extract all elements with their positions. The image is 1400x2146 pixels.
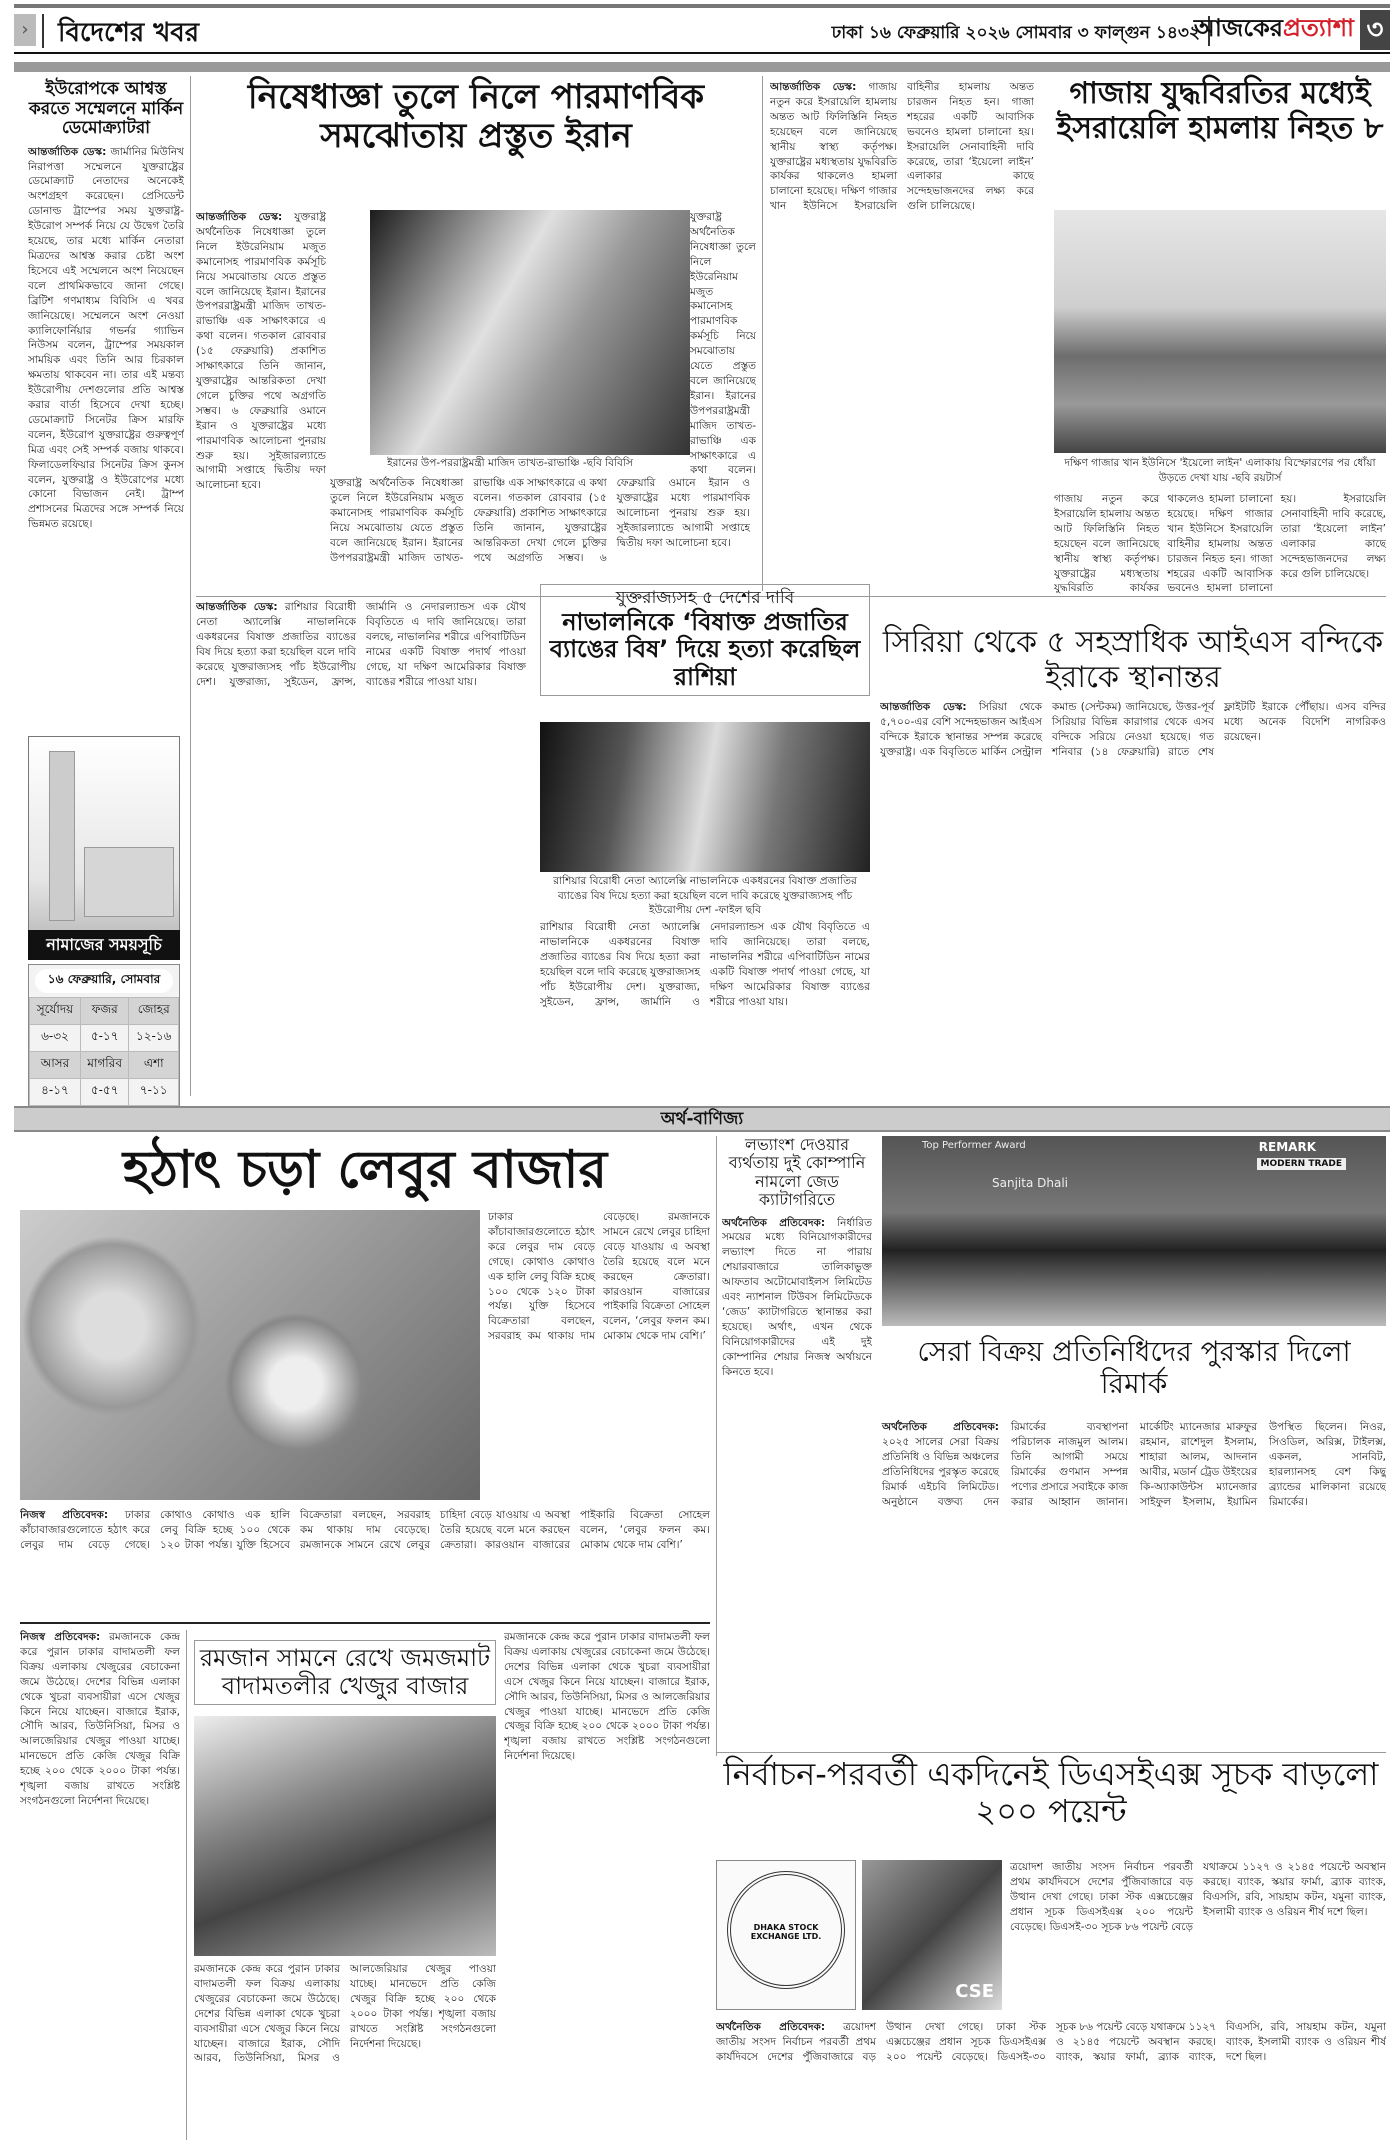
article-dates-body-right [504, 1630, 710, 2140]
prayer-label: সূর্যোদয় [30, 998, 81, 1025]
iran-minister-photo [370, 210, 690, 455]
article-lemon-body [20, 1508, 710, 1618]
article-text: গাজায় নতুন করে ইসরায়েলি হামলায় অন্তত আট ফিলিস্তিনি নিহত হয়েছেন বলে জানিয়েছে স্থানীয় স্বাস্থ্য কর্তৃপক্ষ। যুক্তরাষ্ট্রের মধ্যস্থতায় যুদ্ধবিরতি কার্যকর থাকলেও হামলা চালানো হয়েছে। দক্ষিণ গাজার খান ইউনিসে ইসরায়েলি বাহিনীর হামলায় অন্তত চারজন নিহত হন। গাজা শহরের একটি আবাসিক ভবনেও হামলা চালানো হয়। ইসরায়েলি সেনাবাহিনী দাবি করেছে, তারা ‘ইয়েলো লাইন’ এলাকার কাছে সন্দেহভাজনদের লক্ষ্য করে গুলি চালিয়েছে। [1054, 493, 1386, 595]
logo-prefix: আজকের [1193, 13, 1283, 42]
article-lead: নিজস্ব প্রতিবেদক: [20, 1509, 109, 1521]
article-headline: হঠাৎ চড়া লেবুর বাজার [122, 1139, 608, 1200]
photo-text: MODERN TRADE [1257, 1158, 1346, 1170]
article-headline: সিরিয়া থেকে ৫ সহস্রাধিক আইএস বন্দিকে ইরাকে স্থানান্তর [882, 625, 1384, 695]
cse-logo-text: CSE [955, 1981, 994, 2002]
prayer-label: মাগরিব [80, 1052, 129, 1079]
mosque-shape [84, 847, 174, 917]
prayer-date: ১৬ ফেব্রুয়ারি, সোমবার [35, 969, 173, 993]
article-lead: নিজস্ব প্রতিবেদক: [20, 1631, 101, 1643]
photo-caption: রাশিয়ার বিরোধী নেতা অ্যালেক্সি নাভালনিকে একধরনের বিষাক্ত প্রজাতির ব্যাঙের বিষ দিয়ে হত্যা করা হয়েছিল বলে দাবি করেছে যুক্তরাজ্যসহ পাঁচ ইউরোপীয় দেশ -ফাইল ছবি [553, 875, 857, 917]
article-lead: আন্তর্জাতিক ডেস্ক: [880, 701, 967, 713]
article-text: যুক্তরাষ্ট্র অর্থনৈতিক নিষেধাজ্ঞা তুলে নিলে ইউরেনিয়াম মজুত কমানোসহ পারমাণবিক কর্মসূচি নিয়ে সমঝোতায় যেতে প্রস্তুত বলে জানিয়েছে ইরান। ইরানের উপপররাষ্ট্রমন্ত্রী মাজিদ তাখত-রাভাঞ্চি এক সাক্ষাৎকারে এ কথা বলেন। গতকাল রোববার (১৫ ফেব্রুয়ারি) প্রকাশিত সাক্ষাৎকারে তিনি জানান, যুক্তরাষ্ট্রের আন্তরিকতা দেখা গেলে চুক্তির পথে অগ্রগতি সম্ভব। ৬ ফেব্রুয়ারি ওমানে ইরান ও যুক্তরাষ্ট্রের মধ্যে পারমাণবিক আলোচনা পুনরায় শুরু হয়। সুইজারল্যান্ডে আগামী সপ্তাহে দ্বিতীয় দফা আলোচনা হবে। [196, 211, 326, 492]
newspaper-logo [1194, 10, 1354, 50]
dse-logo-text: DHAKA STOCK EXCHANGE LTD. [727, 1871, 845, 1989]
article-iran [196, 78, 756, 156]
article-navalny-body-right [540, 920, 870, 1096]
article-headline: নিষেধাজ্ঞা তুলে নিলে পারমাণবিক সমঝোতায় প্রস্তুত ইরান [247, 77, 705, 157]
article-syria [880, 626, 1386, 695]
prayer-time: ৪-১৭ [30, 1079, 81, 1106]
article-text: ত্রয়োদশ জাতীয় সংসদ নির্বাচন পরবর্তী প্রথম কার্যদিবসে দেশের পুঁজিবাজারে বড় উত্থান দেখা গেছে। ঢাকা স্টক এক্সচেঞ্জের প্রধান সূচক ডিএসইএক্স ২০০ পয়েন্ট বেড়েছে। ডিএসই-৩০ সূচক ৮৬ পয়েন্ট বেড়ে যথাক্রমে ১১২৭ ও ২১৪৫ পয়েন্টে অবস্থান করছে। ব্যাংক, স্কয়ার ফার্মা, ব্র্যাক ব্যাংক, বিএসসি, রবি, সায়হাম কটন, যমুনা ব্যাংক, ইসলামী ব্যাংক ও ওরিয়ন শীর্ষ দশে ছিল। [716, 2021, 1386, 2063]
article-text: যুক্তরাষ্ট্র অর্থনৈতিক নিষেধাজ্ঞা তুলে নিলে ইউরেনিয়াম মজুত কমানোসহ পারমাণবিক কর্মসূচি নিয়ে সমঝোতায় যেতে প্রস্তুত বলে জানিয়েছে ইরান। ইরানের উপপররাষ্ট্রমন্ত্রী মাজিদ তাখত-রাভাঞ্চি এক সাক্ষাৎকারে এ কথা বলেন। গতকাল রোববার (১৫ ফেব্রুয়ারি) প্রকাশিত সাক্ষাৎকারে তিনি জানান, যুক্তরাষ্ট্রের আন্তরিকতা দেখা গেলে চুক্তির পথে অগ্রগতি সম্ভব। ৬ ফেব্রুয়ারি ওমানে ইরান ও যুক্তরাষ্ট্রের মধ্যে পারমাণবিক আলোচনা পুনরায় শুরু হয়। সুইজারল্যান্ডে আগামী সপ্তাহে দ্বিতীয় দফা আলোচনা হবে। [330, 477, 750, 564]
article-text: সিরিয়া থেকে ৫,৭০০-এর বেশি সন্দেহভাজন আইএস বন্দিকে ইরাকে স্থানান্তর সম্পন্ন করেছে যুক্তরাষ্ট্র। এক বিবৃতিতে মার্কিন সেন্ট্রাল কমান্ড (সেন্টকম) জানিয়েছে, উত্তর-পূর্ব সিরিয়ার বিভিন্ন কারাগার থেকে এসব বন্দিকে সরিয়ে নেওয়া হয়েছে। গত শনিবার (১৪ ফেব্রুয়ারি) রাতে শেষ ফ্লাইটটি ইরাকে পৌঁছায়। এসব বন্দির মধ্যে অনেক বিদেশি নাগরিকও রয়েছেন। [880, 701, 1386, 758]
photo-text: Sanjita Dhali [992, 1176, 1068, 1190]
article-europe [28, 80, 184, 745]
article-lead: আন্তর্জাতিক ডেস্ক: [28, 145, 107, 158]
article-text: গাজায় নতুন করে ইসরায়েলি হামলায় অন্তত আট ফিলিস্তিনি নিহত হয়েছেন বলে জানিয়েছে স্থানীয় স্বাস্থ্য কর্তৃপক্ষ। যুক্তরাষ্ট্রের মধ্যস্থতায় যুদ্ধবিরতি কার্যকর থাকলেও হামলা চালানো হয়েছে। দক্ষিণ গাজার খান ইউনিসে ইসরায়েলি বাহিনীর হামলায় অন্তত চারজন নিহত হন। গাজা শহরের একটি আবাসিক ভবনেও হামলা চালানো হয়। ইসরায়েলি সেনাবাহিনী দাবি করেছে, তারা ‘ইয়েলো লাইন’ এলাকার কাছে সন্দেহভাজনদের লক্ষ্য করে গুলি চালিয়েছে। [770, 81, 1034, 213]
article-body [28, 145, 184, 745]
section-title: বিদেশের খবর [58, 18, 200, 48]
article-headline: গাজায় যুদ্ধবিরতির মধ্যেই ইসরায়েলি হামলায় নিহত ৮ [1056, 76, 1384, 147]
article-text: ২০২৫ সালের সেরা বিক্রয় প্রতিনিধি ও বিভিন্ন অঞ্চলের প্রতিনিধিদের পুরস্কৃত করেছে রিমার্ক এইচবি লিমিটেড। অনুষ্ঠানে বক্তব্য দেন রিমার্কের ব্যবস্থাপনা পরিচালক নাজমুল আলম। তিনি আগামী সময়ে রিমার্কের গুণমান সম্পন্ন পণ্যের প্রসারে সবাইকে কাজ করার আহ্বান জানান। মার্কেটিং ম্যানেজার মারুফুর রহমান, রাশেদুল ইসলাম, শাহারা আলম, আদনান আবীর, মডার্ন ট্রেড উইংয়ের কি-অ্যাকাউন্টস ম্যানেজার সাইফুল ইসলাম, ইয়ামিন উপস্থিত ছিলেন। নিওর, সিওডিল, অরিক্স, টাইলক্স, একনল, সানবিট, হারল্যানসহ বেশ কিছু ব্র্যান্ডের মালিকানা রয়েছে রিমার্কের। [882, 1421, 1386, 1508]
article-text: ত্রয়োদশ জাতীয় সংসদ নির্বাচন পরবর্তী প্রথম কার্যদিবসে দেশের পুঁজিবাজারে বড় উত্থান দেখা গেছে। ঢাকা স্টক এক্সচেঞ্জের প্রধান সূচক ডিএসইএক্স ২০০ পয়েন্ট বেড়েছে। ডিএসই-৩০ সূচক ৮৬ পয়েন্ট বেড়ে যথাক্রমে ১১২৭ ও ২১৪৫ পয়েন্টে অবস্থান করছে। ব্যাংক, স্কয়ার ফার্মা, ব্র্যাক ব্যাংক, বিএসসি, রবি, সায়হাম কটন, যমুনা ব্যাংক, ইসলামী ব্যাংক ও ওরিয়ন শীর্ষ দশে ছিল। [1010, 1861, 1386, 1933]
page-number: ৩ [1360, 10, 1390, 50]
article-body-continued [1054, 492, 1386, 602]
prayer-label: আসর [30, 1052, 81, 1079]
article-lead: আন্তর্জাতিক ডেস্ক: [196, 211, 283, 223]
column-rule [716, 1136, 717, 1756]
article-body-continued [330, 476, 750, 586]
gaza-rubble-photo [1054, 210, 1386, 453]
photo-caption: দক্ষিণ গাজার খান ইউনিসে 'ইয়েলো লাইন' এলাকায় বিস্ফোরণের পর ধোঁয়া উড়তে দেখা যায় -ছবি রয়টার্স [1064, 457, 1376, 484]
prayer-time: ৭-১১ [129, 1079, 179, 1106]
article-lead: আন্তর্জাতিক ডেস্ক: [770, 81, 857, 93]
article-headline: লভ্যাংশ দেওয়ার ব্যর্থতায় দুই কোম্পানি নামলো জেড ক্যাটাগরিতে [728, 1135, 866, 1210]
article-headline: নাভালনিকে ‘বিষাক্ত প্রজাতির ব্যাঙের বিষ’ দিয়ে হত্যা করেছিল রাশিয়া [549, 607, 861, 691]
article-headline: রমজান সামনে রেখে জমজমাট বাদামতলীর খেজুর বাজার [199, 1644, 491, 1700]
prayer-time: ৬-৩২ [30, 1025, 81, 1052]
header-bar [14, 62, 1390, 72]
row-rule [20, 1622, 710, 1624]
divider [42, 14, 44, 48]
article-dsex [716, 1756, 1386, 1830]
article-dates-body-left [20, 1630, 180, 2140]
prayer-table [28, 964, 180, 1107]
article-syria-body [880, 700, 1386, 1098]
column-rule [186, 1630, 187, 2140]
prayer-time: ৫-৫৭ [80, 1079, 129, 1106]
article-text: ঢাকার কাঁচাবাজারগুলোতে হঠাৎ করে লেবুর দাম বেড়ে গেছে। কোথাও কোথাও এক হালি লেবু বিক্রি হচ্ছে ১০০ থেকে ১২০ টাকা পর্যন্ত। যুক্তি হিসেবে বিক্রেতারা বলছেন, সরবরাহ কম থাকায় দাম বেড়েছে। রমজানকে সামনে রেখে লেবুর চাহিদা বেড়ে যাওয়ায় এ অবস্থা তৈরি হয়েছে বলে মনে করছেন ক্রেতারা। কারওয়ান বাজারের পাইকারি বিক্রেতা সোহেল বলেন, ‘লেবুর ফলন কম। মোকাম থেকে দাম বেশি।’ [488, 1211, 710, 1343]
article-text: রমজানকে কেন্দ্র করে পুরান ঢাকার বাদামতলী ফল বিক্রয় এলাকায় খেজুরের বেচাকেনা জমে উঠেছে। দেশের বিভিন্ন এলাকা থেকে খুচরা ব্যবসায়ীরা এসে খেজুর কিনে নিয়ে যাচ্ছেন। বাজারে ইরাক, সৌদি আরব, তিউনিসিয়া, মিসর ও আলজেরিয়ার খেজুর পাওয়া যাচ্ছে। মানভেদে প্রতি কেজি খেজুর বিক্রি হচ্ছে ২০০ থেকে ২০০০ টাকা পর্যন্ত। শৃঙ্খলা বজায় রাখতে সংশ্লিষ্ট সংগঠনগুলো নির্দেশনা দিয়েছে। [20, 1631, 180, 1807]
photo-caption: ইরানের উপ-পররাষ্ট্রমন্ত্রী মাজিদ তাখত-রাভাঞ্চি -ছবি বিবিসি [387, 457, 633, 469]
article-text: যুক্তরাষ্ট্র অর্থনৈতিক নিষেধাজ্ঞা তুলে নিলে ইউরেনিয়াম মজুত কমানোসহ পারমাণবিক কর্মসূচি নিয়ে সমঝোতায় যেতে প্রস্তুত বলে জানিয়েছে ইরান। ইরানের উপপররাষ্ট্রমন্ত্রী মাজিদ তাখত-রাভাঞ্চি এক সাক্ষাৎকারে এ কথা বলেন। [690, 211, 756, 477]
section-bar: অর্থ-বাণিজ্য [14, 1106, 1390, 1132]
article-lead: অর্থনৈতিক প্রতিবেদক: [716, 2021, 826, 2033]
article-lead: অর্থনৈতিক প্রতিবেদক: [722, 1216, 826, 1229]
column-rule [762, 76, 763, 591]
prayer-title: নামাজের সময়সূচি [28, 930, 180, 960]
article-navalny-body-left [196, 600, 526, 1100]
article-text: নির্ধারিত সময়ের মধ্যে বিনিয়োগকারীদের লভ্যাংশ দিতে না পারায় শেয়ারবাজারে তালিকাভুক্ত আফতাব অটোমোবাইলস লিমিটেড এবং ন্যাশনাল টিউবস লিমিটেডকে ‘জেড’ ক্যাটাগরিতে স্থানান্তর করা হয়েছে। অর্থাৎ, এখন থেকে বিনিয়োগকারীদের এই দুই কোম্পানির শেয়ার নিজস্ব অর্থায়নে কিনতে হবে। [722, 1216, 872, 1378]
article-headline: সেরা বিক্রয় প্রতিনিধিদের পুরস্কার দিলো রিমার্ক [917, 1335, 1351, 1401]
article-text: রমজানকে কেন্দ্র করে পুরান ঢাকার বাদামতলী ফল বিক্রয় এলাকায় খেজুরের বেচাকেনা জমে উঠেছে। দেশের বিভিন্ন এলাকা থেকে খুচরা ব্যবসায়ীরা এসে খেজুর কিনে নিয়ে যাচ্ছেন। বাজারে ইরাক, সৌদি আরব, তিউনিসিয়া, মিসর ও আলজেরিয়ার খেজুর পাওয়া যাচ্ছে। মানভেদে প্রতি কেজি খেজুর বিক্রি হচ্ছে ২০০ থেকে ২০০০ টাকা পর্যন্ত। শৃঙ্খলা বজায় রাখতে সংশ্লিষ্ট সংগঠনগুলো নির্দেশনা দিয়েছে। [194, 1963, 496, 2065]
masthead [14, 10, 1390, 54]
article-headline: নির্বাচন-পরবর্তী একদিনেই ডিএসইএক্স সূচক বাড়লো ২০০ পয়েন্ট [723, 1755, 1379, 1830]
article-headline: ইউরোপকে আশ্বস্ত করতে সম্মেলনে মার্কিন ডেমোক্র্যাটরা [28, 79, 184, 139]
article-dates-body [194, 1962, 496, 2140]
article-body [196, 210, 326, 590]
remark-award-photo [882, 1136, 1386, 1326]
photo-text: Top Performer Award [922, 1140, 1026, 1151]
article-text: রমজানকে কেন্দ্র করে পুরান ঢাকার বাদামতলী ফল বিক্রয় এলাকায় খেজুরের বেচাকেনা জমে উঠেছে। দেশের বিভিন্ন এলাকা থেকে খুচরা ব্যবসায়ীরা এসে খেজুর কিনে নিয়ে যাচ্ছেন। বাজারে ইরাক, সৌদি আরব, তিউনিসিয়া, মিসর ও আলজেরিয়ার খেজুর পাওয়া যাচ্ছে। মানভেদে প্রতি কেজি খেজুর বিক্রি হচ্ছে ২০০ থেকে ২০০০ টাকা পর্যন্ত। শৃঙ্খলা বজায় রাখতে সংশ্লিষ্ট সংগঠনগুলো নির্দেশনা দিয়েছে। [504, 1631, 710, 1763]
article-text: রাশিয়ার বিরোধী নেতা অ্যালেক্সি নাভালনিকে একধরনের বিষাক্ত প্রজাতির ব্যাঙের বিষ দিয়ে হত্যা করা হয়েছিল বলে দাবি করেছে যুক্তরাজ্যসহ পাঁচ ইউরোপীয় দেশ। যুক্তরাজ্য, সুইডেন, ফ্রান্স, জার্মানি ও নেদারল্যান্ডস এক যৌথ বিবৃতিতে এ দাবি জানিয়েছে। তারা বলছে, নাভালনির শরীরে এপিবাটিডিন নামের একটি বিষাক্ত পদার্থ পাওয়া গেছে, যা দক্ষিণ আমেরিকার বিষাক্ত ব্যাঙের শরীরে পাওয়া যায়। [196, 601, 526, 688]
prayer-time: ৫-১৭ [80, 1025, 129, 1052]
minaret-shape [49, 751, 75, 921]
logo-main: প্রত্যাশা [1282, 13, 1354, 42]
top-rule [14, 4, 1390, 8]
article-dsex-body-right [1010, 1860, 1386, 2020]
photo-text: REMARK [1258, 1140, 1316, 1154]
date-market-photo [194, 1716, 496, 1956]
prayer-label: ফজর [80, 998, 129, 1025]
cse-logo [862, 1860, 1002, 2010]
article-lemon [20, 1140, 710, 1200]
row-rule [716, 1752, 1386, 1753]
mosque-image [28, 736, 180, 941]
date-line: ঢাকা ১৬ ফেব্রুয়ারি ২০২৬ সোমবার ৩ ফাল্গুন ১৪৩২ [831, 23, 1200, 43]
article-text: জার্মানির মিউনিখ নিরাপত্তা সম্মেলনে যুক্তরাষ্ট্রের ডেমোক্র্যাট নেতাদের অনেকেই অংশগ্রহণ করেছেন। প্রেসিডেন্ট ডোনাল্ড ট্রাম্পের সময় যুক্তরাষ্ট্র-ইউরোপ সম্পর্ক নিয়ে যে উদ্বেগ তৈরি হয়েছে, তার মধ্যে মার্কিন নেতারা মিত্রদের আশ্বস্ত করার চেষ্টা অংশ হিসেবে এই সম্মেলনে অংশ নিয়েছেন বলে প্রাথমিকভাবে জানা গেছে। ব্রিটিশ গণমাধ্যম বিবিসি এ খবর জানিয়েছে। সম্মেলনে অংশ নেওয়া ক্যালিফোর্নিয়ার গভর্নর গ্যাভিন নিউসম বলেন, ট্রাম্পের সময়কাল সাময়িক এবং তিনি আর চিরকাল ক্ষমতায় থাকবেন না। তার এই মন্তব্য ইউরোপীয় দেশগুলোর প্রতি আশ্বস্ত করার বার্তা হিসেবে দেখা হচ্ছে। ডেমোক্র্যাট সিনেটর ক্রিস মারফি বলেন, ইউরোপ যুক্তরাষ্ট্রের গুরুত্বপূর্ণ মিত্র এবং সেই সম্পর্ক বজায় থাকবে। ফিলাডেলফিয়ার সিনেটর ক্রিস কুনস বলেন, যুক্তরাষ্ট্র ও ইউরোপের মধ্যে কোনো বিভাজন নেই। ট্রাম্প প্রশাসনের মিত্রদের সঙ্গে সম্পর্ক নিয়ে ভিন্নমত রয়েছে। [28, 145, 184, 531]
article-gaza [1054, 76, 1386, 147]
article-navalny [540, 584, 870, 696]
article-dsex-body [716, 2020, 1386, 2140]
prayer-label: জোহর [129, 998, 179, 1025]
lemon-photo [20, 1210, 480, 1500]
prayer-label: এশা [129, 1052, 179, 1079]
article-lead: আন্তর্জাতিক ডেস্ক: [196, 601, 278, 613]
article-remark [882, 1336, 1386, 1400]
navalny-photo [540, 722, 870, 872]
article-lead: অর্থনৈতিক প্রতিবেদক: [882, 1421, 999, 1433]
article-kicker: যুক্তরাজ্যসহ ৫ দেশের দাবি [615, 588, 795, 608]
article-remark-body [722, 1420, 1386, 1738]
dse-logo [716, 1860, 856, 2010]
column-rule [190, 76, 191, 1096]
article-dates [194, 1640, 496, 1705]
article-text: ঢাকার কাঁচাবাজারগুলোতে হঠাৎ করে লেবুর দাম বেড়ে গেছে। কোথাও কোথাও এক হালি লেবু বিক্রি হচ্ছে ১০০ থেকে ১২০ টাকা পর্যন্ত। যুক্তি হিসেবে বিক্রেতারা বলছেন, সরবরাহ কম থাকায় দাম বেড়েছে। রমজানকে সামনে রেখে লেবুর চাহিদা বেড়ে যাওয়ায় এ অবস্থা তৈরি হয়েছে বলে মনে করছেন ক্রেতারা। কারওয়ান বাজারের পাইকারি বিক্রেতা সোহেল বলেন, ‘লেবুর ফলন কম। মোকাম থেকে দাম বেশি।’ [20, 1509, 710, 1551]
article-body-side [690, 210, 756, 480]
prayer-time: ১২-১৬ [129, 1025, 179, 1052]
chevron-right-icon: › [14, 14, 36, 46]
article-text: রাশিয়ার বিরোধী নেতা অ্যালেক্সি নাভালনিকে একধরনের বিষাক্ত প্রজাতির ব্যাঙের বিষ দিয়ে হত্যা করা হয়েছিল বলে দাবি করেছে যুক্তরাজ্যসহ পাঁচ ইউরোপীয় দেশ। যুক্তরাজ্য, সুইডেন, ফ্রান্স, জার্মানি ও নেদারল্যান্ডস এক যৌথ বিবৃতিতে এ দাবি জানিয়েছে। তারা বলছে, নাভালনির শরীরে এপিবাটিডিন নামের একটি বিষাক্ত পদার্থ পাওয়া গেছে, যা দক্ষিণ আমেরিকার বিষাক্ত ব্যাঙের শরীরে পাওয়া যায়। [540, 921, 870, 1008]
